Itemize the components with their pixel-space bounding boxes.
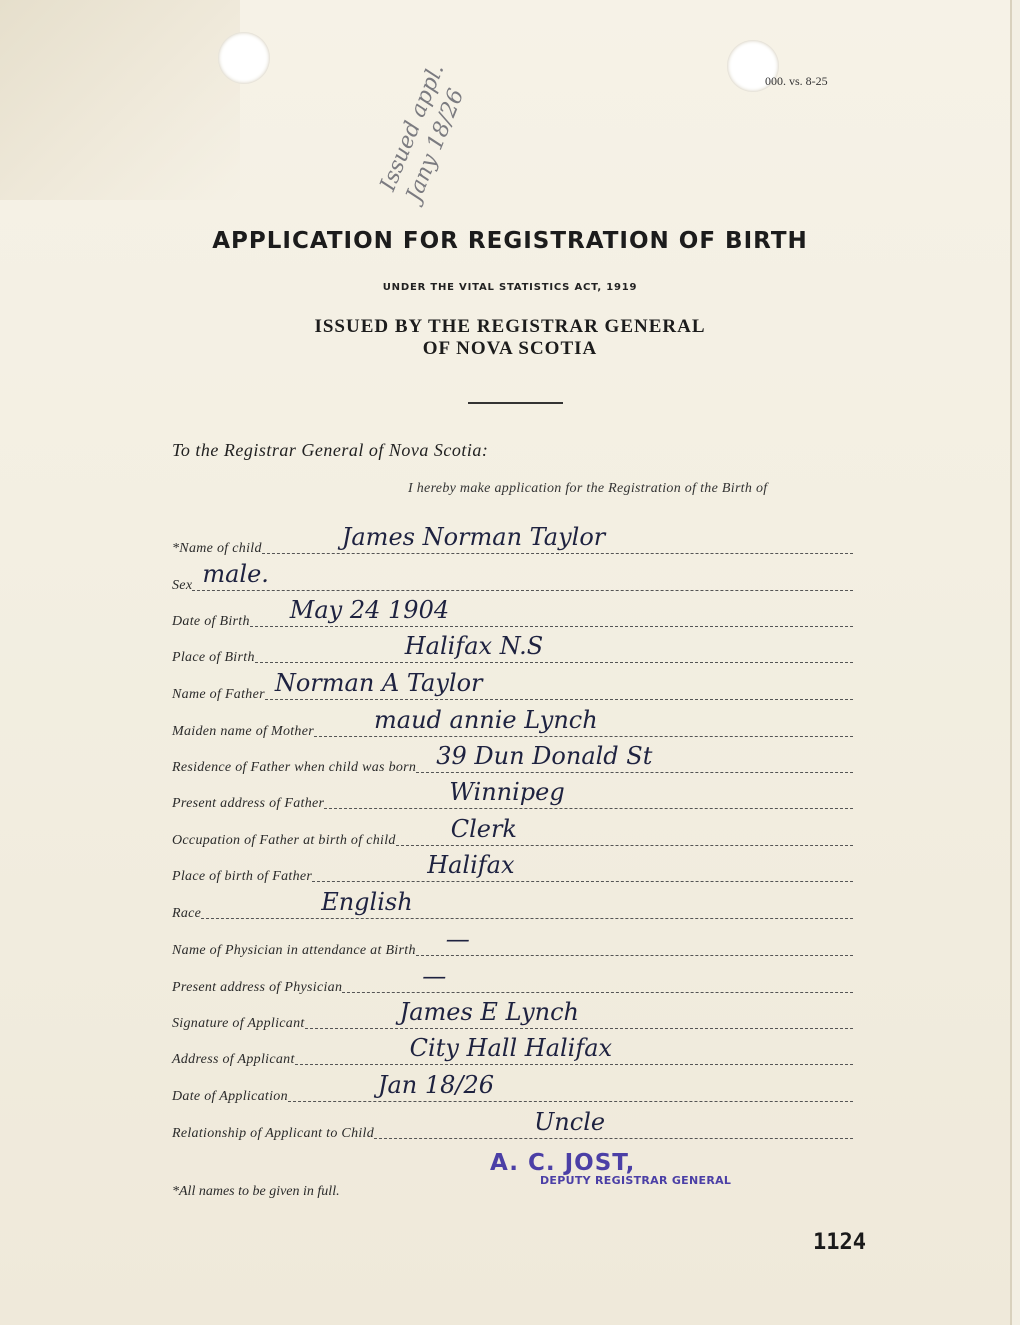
field-leader-line [288, 1071, 853, 1102]
stamp-title: DEPUTY REGISTRAR GENERAL [540, 1174, 732, 1187]
field-leader-line [192, 560, 853, 591]
field-handwritten-value: James Norman Taylor [341, 523, 606, 551]
field-label: Relationship of Applicant to Child [172, 1126, 375, 1141]
form-row [172, 669, 853, 704]
salutation: To the Registrar General of Nova Scotia: [172, 440, 489, 460]
field-leader-line [295, 1034, 853, 1065]
field-handwritten-value: Halifax N.S [404, 632, 544, 660]
field-leader-line [314, 706, 853, 737]
field-label: Sex [172, 578, 193, 593]
field-label: Address of Applicant [172, 1052, 295, 1067]
field-leader-line [324, 778, 853, 809]
issuer-line-1: ISSUED BY THE REGISTRAR GENERAL [314, 316, 706, 337]
field-leader-line [396, 815, 853, 846]
field-leader-line [250, 596, 853, 627]
field-handwritten-value: Jan 18/26 [377, 1071, 495, 1099]
field-handwritten-value: — [422, 962, 447, 990]
registrar-stamp [490, 1150, 732, 1187]
document-title: APPLICATION FOR REGISTRATION OF BIRTH [212, 228, 808, 254]
field-handwritten-value: Norman A Taylor [274, 669, 483, 697]
form-row [172, 962, 853, 997]
form-row [172, 925, 853, 960]
form-row [172, 851, 853, 886]
field-label: Present address of Physician [172, 980, 343, 995]
form-row [172, 815, 853, 850]
field-leader-line [416, 925, 853, 956]
field-handwritten-value: May 24 1904 [289, 596, 450, 624]
field-leader-line [201, 888, 853, 919]
field-handwritten-value: maud annie Lynch [374, 706, 598, 734]
field-label: *Name of child [172, 541, 262, 556]
intro-statement: I hereby make application for the Registration of the Birth of [408, 481, 768, 496]
field-leader-line [265, 669, 853, 700]
field-handwritten-value: Uncle [534, 1108, 606, 1136]
field-label: Date of Birth [172, 614, 250, 629]
field-leader-line [374, 1108, 853, 1139]
field-label: Maiden name of Mother [172, 724, 314, 739]
field-leader-line [416, 742, 853, 773]
issuer-line-2: OF NOVA SCOTIA [422, 338, 598, 359]
field-leader-line [305, 998, 853, 1029]
stamp-name: A. C. JOST, [490, 1150, 636, 1176]
field-leader-line [342, 962, 853, 993]
footnote: *All names to be given in full. [172, 1184, 340, 1199]
document-subtitle: UNDER THE VITAL STATISTICS ACT, 1919 [382, 282, 638, 293]
field-label: Date of Application [172, 1089, 288, 1104]
field-handwritten-value: Winnipeg [449, 778, 565, 806]
field-leader-line [312, 851, 853, 882]
serial-number: 1124 [813, 1230, 866, 1255]
form-row [172, 596, 853, 631]
field-label: Residence of Father when child was born [172, 760, 417, 775]
field-handwritten-value: Clerk [450, 815, 517, 843]
form-row [172, 1108, 853, 1143]
form-row [172, 742, 853, 777]
field-handwritten-value: English [321, 888, 413, 916]
field-handwritten-value: City Hall Halifax [409, 1034, 613, 1062]
field-leader-line [255, 632, 853, 663]
field-handwritten-value: — [445, 925, 470, 953]
title-divider [468, 402, 563, 404]
field-label: Occupation of Father at birth of child [172, 833, 396, 848]
field-handwritten-value: James E Lynch [399, 998, 580, 1026]
field-handwritten-value: 39 Dun Donald St [436, 742, 653, 770]
form-row [172, 523, 853, 558]
form-row [172, 632, 853, 667]
punch-hole-left [218, 32, 270, 84]
field-label: Place of birth of Father [172, 869, 313, 884]
field-label: Name of Physician in attendance at Birth [172, 943, 416, 958]
form-row [172, 1071, 853, 1106]
field-label: Race [172, 906, 202, 921]
field-leader-line [262, 523, 853, 554]
field-handwritten-value: male. [202, 560, 269, 588]
field-label: Signature of Applicant [172, 1016, 305, 1031]
paper-fold-shadow [0, 0, 240, 200]
handwritten-issued-note: Issued appl. Jany 18/26 [375, 60, 470, 206]
field-label: Name of Father [172, 687, 265, 702]
form-row [172, 998, 853, 1033]
field-handwritten-value: Halifax [427, 851, 515, 879]
form-row [172, 560, 853, 595]
form-number: 000. vs. 8-25 [765, 74, 828, 88]
form-row [172, 888, 853, 923]
form-row [172, 706, 853, 741]
field-label: Present address of Father [172, 796, 325, 811]
form-row [172, 778, 853, 813]
issuer-heading [0, 316, 1020, 360]
form-row [172, 1034, 853, 1069]
field-label: Place of Birth [172, 650, 255, 665]
